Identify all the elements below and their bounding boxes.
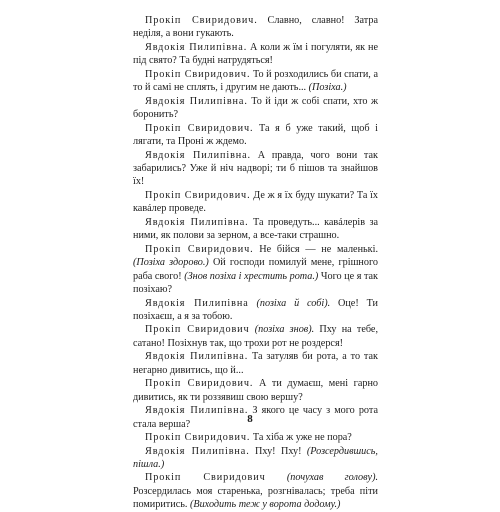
dialogue-paragraph — [133, 41, 378, 68]
dialogue-line: Не бійся — не маленькі. — [253, 243, 379, 255]
stage-direction: (позіха й собі). — [256, 297, 331, 309]
dialogue-line — [249, 298, 257, 309]
dialogue-paragraph — [133, 149, 378, 189]
stage-direction: (почухав голову). — [286, 472, 379, 484]
stage-direction: (позіха знов). — [254, 324, 315, 336]
speaker-name: Явдокія Пилипівна. — [145, 405, 249, 417]
dialogue-paragraph — [133, 323, 378, 350]
dialogue-line: Та хіба ж уже не пора? — [250, 432, 352, 444]
speaker-name: Прокіп Свиридович — [145, 472, 266, 484]
speaker-name: Прокіп Свиридович. — [145, 122, 254, 134]
speaker-name: Прокіп Свиридович — [145, 324, 250, 336]
speaker-name: Явдокія Пилипівна. — [145, 149, 251, 161]
speaker-name: Прокіп Свиридович. — [145, 432, 251, 444]
speaker-name: Явдокія Пилипівна — [145, 297, 249, 309]
dialogue-line: Пху! Пху! — [249, 445, 307, 457]
speaker-name: Прокіп Свиридович. — [145, 378, 254, 390]
speaker-name: Явдокія Пилипівна. — [145, 445, 250, 457]
dialogue-line: А правда, чого вони так забарились? Уже й ніч надворі; ти б пішов та знайшов їх! — [133, 149, 378, 188]
dialogue-text — [133, 14, 378, 512]
dialogue-line: Чого це я так позіхаю? — [133, 270, 378, 296]
dialogue-line: А ти думаєш, мені гарно дивитись, як ти роззявиш свою вершу? — [133, 378, 378, 403]
dialogue-paragraph — [133, 350, 378, 377]
dialogue-line: Та я б уже такий, щоб і лягати, та Проні ж ждемо. — [133, 122, 378, 148]
dialogue-paragraph — [133, 297, 378, 324]
dialogue-paragraph — [133, 445, 378, 472]
dialogue-paragraph — [133, 95, 378, 122]
speaker-name: Явдокія Пилипівна. — [145, 351, 249, 363]
speaker-name: Явдокія Пилипівна. — [145, 95, 248, 107]
dialogue-line: Де ж я їх буду шукати? Та їх кавáлер проведе. — [133, 189, 378, 215]
dialogue-paragraph — [133, 216, 378, 243]
dialogue-line: Та затуляв би рота, а то так негарно дивитись, що й... — [133, 351, 378, 376]
dialogue-line: Ой господи помилуй мене, грішного раба свого! — [133, 257, 378, 282]
dialogue-paragraph — [133, 243, 378, 297]
dialogue-line: Оце! Ти позіхаєш, а я за тобою. — [133, 297, 378, 322]
dialogue-line: Пху на тебе, сатано! Позіхнув так, що трохи рот не роздерся! — [133, 324, 378, 349]
dialogue-line: То й розходились би спати, а то й самі не сплять, і другим не дають... — [133, 68, 378, 94]
dialogue-paragraph — [133, 471, 378, 511]
speaker-name: Явдокія Пилипівна. — [145, 41, 248, 53]
stage-direction: (Розсердившись, пішла.) — [133, 445, 378, 470]
speaker-name: Прокіп Свиридович. — [145, 15, 258, 26]
speaker-name: Прокіп Свиридович. — [145, 243, 254, 255]
speaker-name: Прокіп Свиридович. — [145, 68, 251, 80]
stage-direction: (Виходить теж у ворота додому.) — [189, 499, 341, 511]
stage-direction: (Позіха.) — [308, 82, 347, 94]
dialogue-paragraph — [133, 68, 378, 95]
speaker-name: Явдокія Пилипівна. — [145, 216, 249, 228]
dialogue-line: Славно, славно! Затра неділя, а вони гукають. — [133, 15, 378, 40]
dialogue-line: З якого це часу з мого рота стала верша? — [133, 405, 378, 430]
dialogue-paragraph — [133, 189, 378, 216]
dialogue-paragraph — [133, 377, 378, 404]
dialogue-line: Та проведуть... кавáлерів за ними, як полови за зерном, а все-таки страшно. — [133, 216, 378, 242]
dialogue-line: То й іди ж собі спати, хто ж боронить? — [133, 95, 378, 121]
page-number: 8 — [247, 413, 253, 425]
dialogue-paragraph — [133, 431, 378, 444]
dialogue-paragraph — [133, 14, 378, 41]
speaker-name: Прокіп Свиридович. — [145, 189, 251, 201]
dialogue-line: А коли ж їм і погуляти, як не під свято? Та будні натрудяться! — [133, 41, 378, 67]
stage-direction: (Позіха здорово.) — [133, 257, 209, 269]
dialogue-line — [266, 472, 287, 483]
dialogue-paragraph — [133, 122, 378, 149]
dialogue-line: Розсердилась моя старенька, розгнівалась; треба піти помиритись. — [133, 485, 378, 511]
stage-direction: (Знов позіха і хрестить рота.) — [184, 270, 319, 282]
